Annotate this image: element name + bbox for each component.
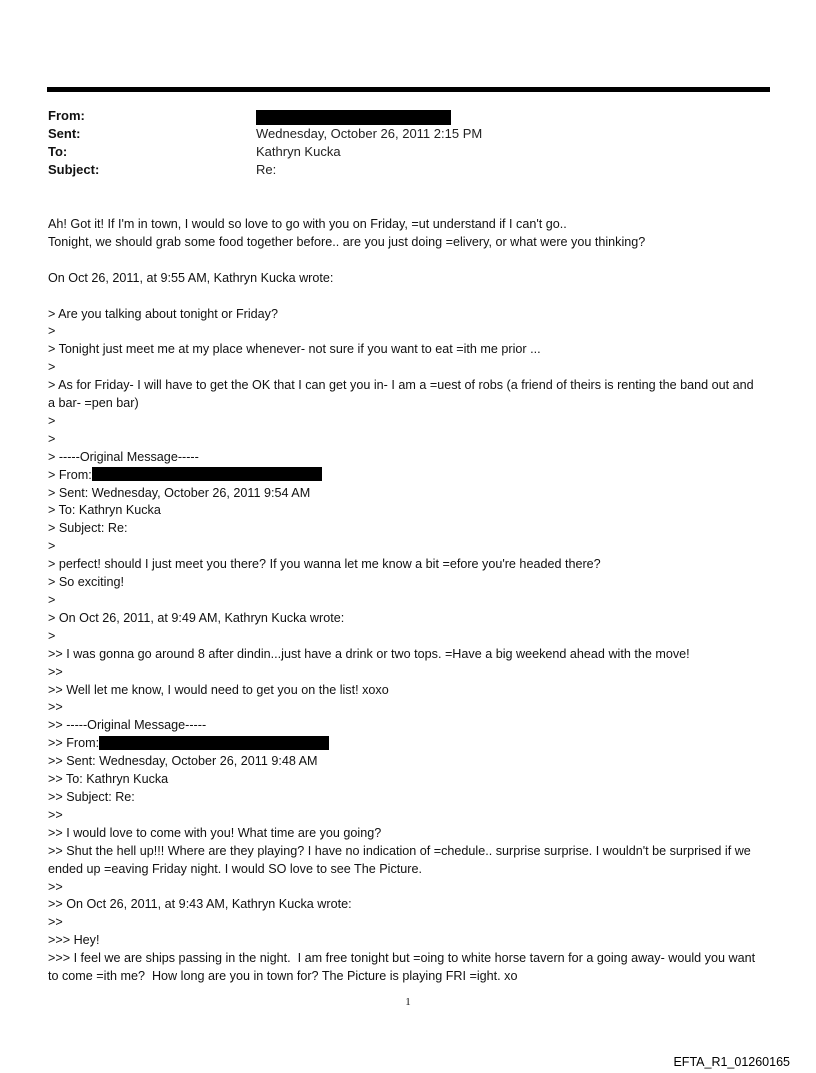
quoted-from-label: > From: bbox=[48, 467, 92, 482]
body-line: >> To: Kathryn Kucka bbox=[48, 772, 169, 787]
body-line: > bbox=[48, 431, 56, 446]
document-id: EFTA_R1_01260165 bbox=[673, 1055, 790, 1069]
body-line: > bbox=[48, 593, 56, 607]
body-line: >>> I feel we are ships passing in the night. I am free tonight but =oing to white horse tavern for a going away- would you want to come =ith me? How long are you in town for? The Picture is playing FRI =ight. xo bbox=[48, 951, 759, 984]
body-line: Ah! Got it! If I'm in town, I would so love to go with you on Friday, =ut understand if I can't go.. bbox=[48, 217, 567, 231]
body-line: >> bbox=[48, 879, 63, 894]
body-line: > As for Friday- I will have to get the OK that I can get you in- I am a =uest of robs (a friend of theirs is renting the band out and a bar- =pen bar) bbox=[48, 378, 758, 411]
quoted-from-line bbox=[48, 467, 763, 485]
redaction-bar bbox=[256, 110, 451, 125]
body-line: > To: Kathryn Kucka bbox=[48, 503, 161, 518]
body-line: > So exciting! bbox=[48, 575, 124, 590]
body-line: >> Sent: Wednesday, October 26, 2011 9:48 AM bbox=[48, 754, 318, 769]
redaction-bar bbox=[99, 736, 329, 750]
from-label: From: bbox=[48, 108, 85, 123]
body-line: >> Subject: Re: bbox=[48, 789, 135, 804]
body-line: On Oct 26, 2011, at 9:55 AM, Kathryn Kucka wrote: bbox=[48, 270, 334, 285]
body-line: >> bbox=[48, 807, 63, 822]
page-number: 1 bbox=[405, 996, 411, 1008]
to-label: To: bbox=[48, 144, 68, 159]
body-line: > bbox=[48, 539, 56, 554]
redaction-bar bbox=[92, 467, 322, 481]
from-value bbox=[256, 107, 756, 125]
header-rule bbox=[47, 87, 770, 92]
body-line: > On Oct 26, 2011, at 9:49 AM, Kathryn Kucka wrote: bbox=[48, 610, 345, 625]
body-line: > perfect! should I just meet you there? If you wanna let me know a bit =efore you're headed there? bbox=[48, 557, 601, 572]
body-line: Tonight, we should grab some food together before.. are you just doing =elivery, or what were you thinking? bbox=[48, 234, 646, 249]
sent-label: Sent: bbox=[48, 126, 81, 141]
quoted-from-label: >> From: bbox=[48, 736, 100, 751]
subject-label: Subject: bbox=[48, 162, 100, 177]
body-line: > -----Original Message----- bbox=[48, 449, 199, 464]
subject-value: Re: bbox=[256, 162, 277, 177]
body-line: > bbox=[48, 360, 56, 375]
body-line: >> bbox=[48, 700, 63, 715]
sent-value: Wednesday, October 26, 2011 2:15 PM bbox=[256, 126, 483, 141]
body-line: > Tonight just meet me at my place whenever- not sure if you want to eat =ith me prior ... bbox=[48, 342, 541, 357]
body-line bbox=[48, 288, 763, 306]
body-line: >> bbox=[48, 664, 63, 679]
body-line: > Are you talking about tonight or Friday? bbox=[48, 306, 278, 321]
body-line: >> On Oct 26, 2011, at 9:43 AM, Kathryn Kucka wrote: bbox=[48, 897, 352, 912]
body-line: > Sent: Wednesday, October 26, 2011 9:54 AM bbox=[48, 485, 311, 500]
body-line: > bbox=[48, 628, 56, 643]
body-line: >> Shut the hell up!!! Where are they playing? I have no indication of =chedule.. surprise surprise. I wouldn't be surprised if we ended up =eaving Friday night. I would SO love to see The Picture. bbox=[48, 843, 755, 876]
body-line: >> I was gonna go around 8 after dindin...just have a drink or two tops. =Have a big weekend ahead with the move! bbox=[48, 646, 690, 661]
quoted-from-line bbox=[48, 735, 763, 753]
body-line bbox=[48, 252, 763, 270]
body-line: >> I would love to come with you! What time are you going? bbox=[48, 825, 382, 840]
body-line: >>> Hey! bbox=[48, 933, 100, 948]
body-line: > bbox=[48, 324, 56, 339]
to-value: Kathryn Kucka bbox=[256, 144, 341, 159]
body-line: > bbox=[48, 413, 56, 428]
body-line: >> bbox=[48, 915, 63, 930]
body-line: > Subject: Re: bbox=[48, 521, 128, 536]
body-line: >> Well let me know, I would need to get you on the list! xoxo bbox=[48, 682, 389, 697]
email-body bbox=[48, 216, 763, 986]
body-line: >> -----Original Message----- bbox=[48, 718, 207, 733]
